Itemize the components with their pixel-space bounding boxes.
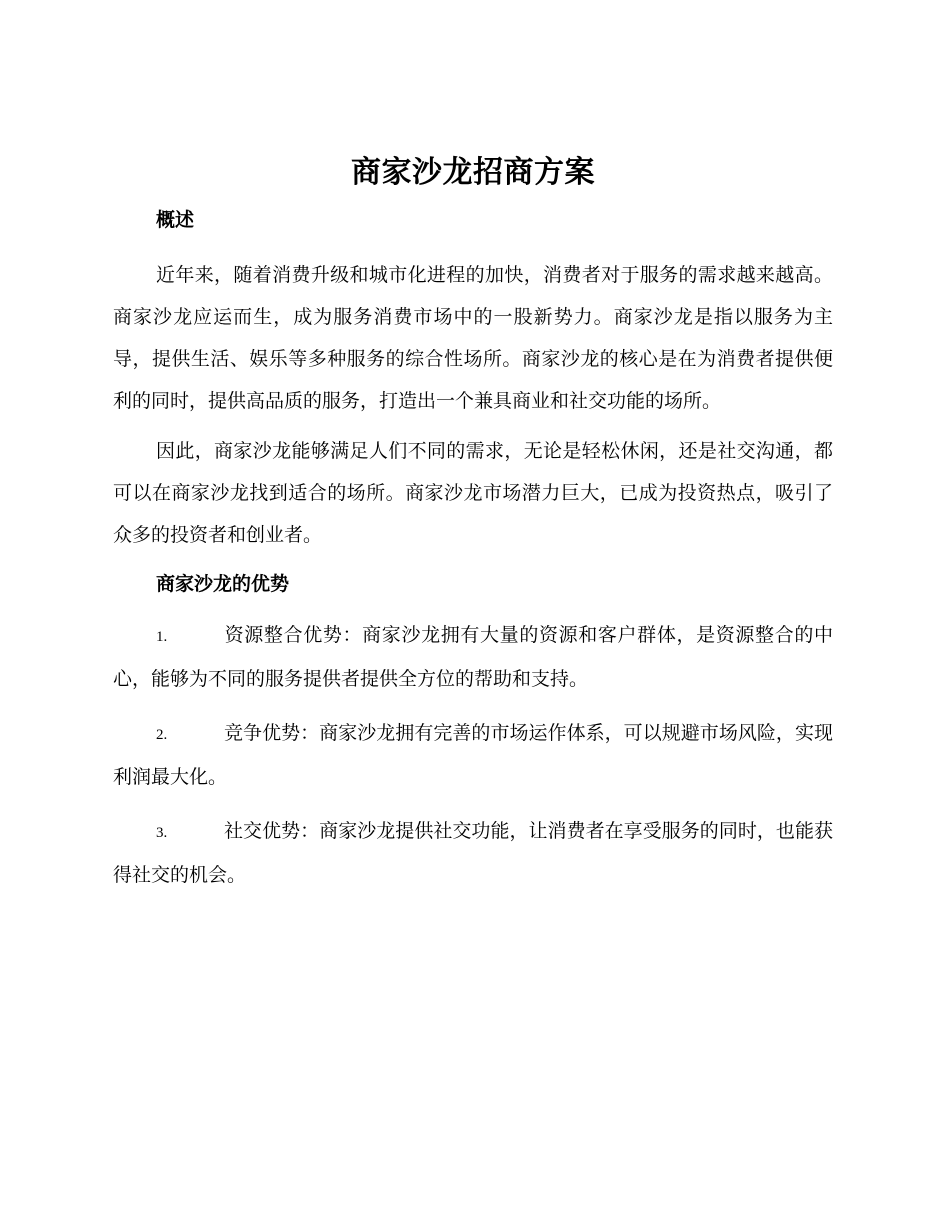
overview-paragraph-1: 近年来，随着消费升级和城市化进程的加快，消费者对于服务的需求越来越高。商家沙龙应运而生，成为服务消费市场中的一股新势力。商家沙龙是指以服务为主导，提供生活、娱乐等多种服务的综合性场所。商家沙龙的核心是在为消费者提供便利的同时，提供高品质的服务，打造出一个兼具商业和社交功能的场所。: [113, 264, 833, 412]
list-number: 3.: [156, 825, 168, 841]
list-number: 2.: [156, 727, 168, 743]
list-item-text: 竞争优势：商家沙龙拥有完善的市场运作体系，可以规避市场风险，实现利润最大化。: [113, 722, 833, 788]
section-advantages: [113, 568, 833, 896]
document-title: 商家沙龙招商方案: [351, 155, 595, 190]
advantage-item: [113, 810, 833, 896]
section-heading-overview: 概述: [156, 209, 195, 231]
list-number: 1.: [156, 629, 168, 645]
document-page: [113, 148, 833, 896]
advantage-item: [113, 712, 833, 798]
list-item-text: 资源整合优势：商家沙龙拥有大量的资源和客户群体，是资源整合的中心，能够为不同的服务提供者提供全方位的帮助和支持。: [113, 624, 833, 690]
section-heading-advantages: 商家沙龙的优势: [156, 573, 290, 595]
advantage-item: [113, 614, 833, 700]
section-overview: [113, 204, 833, 556]
overview-paragraph-2: 因此，商家沙龙能够满足人们不同的需求，无论是轻松休闲，还是社交沟通，都可以在商家沙龙找到适合的场所。商家沙龙市场潜力巨大，已成为投资热点，吸引了众多的投资者和创业者。: [113, 440, 833, 546]
list-item-text: 社交优势：商家沙龙提供社交功能，让消费者在享受服务的同时，也能获得社交的机会。: [113, 820, 833, 886]
